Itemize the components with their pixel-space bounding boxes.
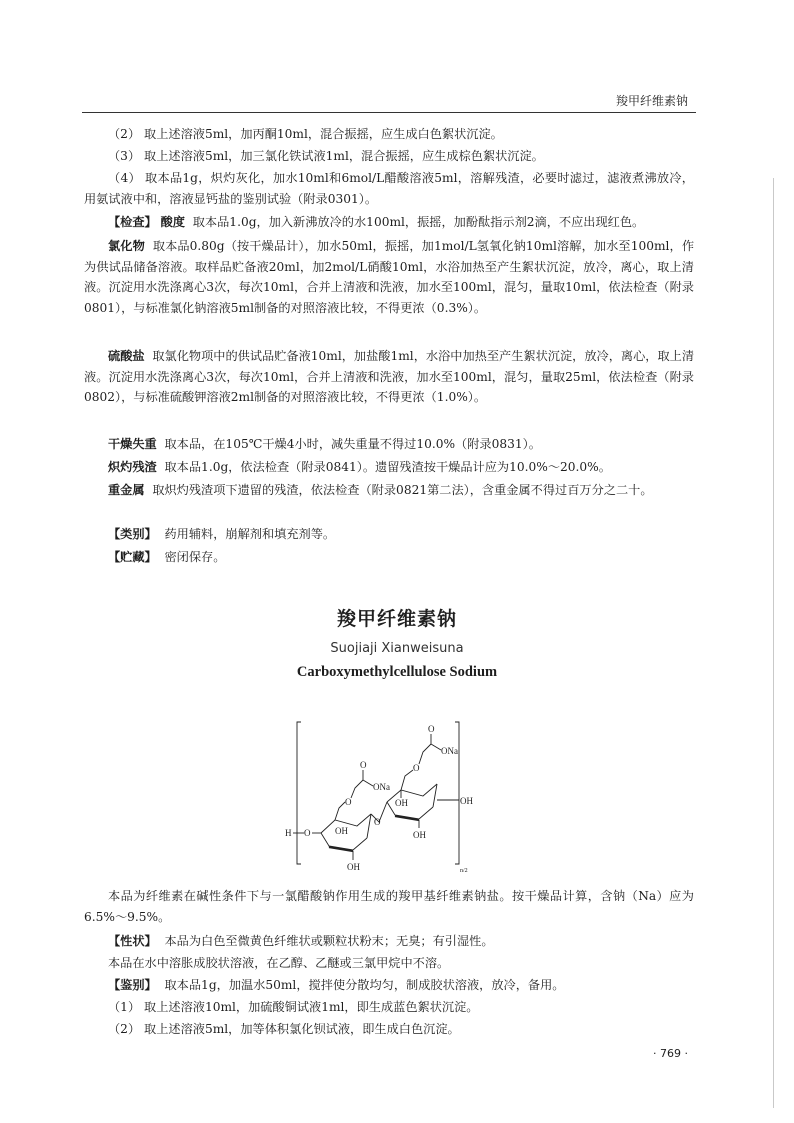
loss-on-drying-term: 干燥失重 bbox=[108, 437, 157, 451]
heavy-metals-paragraph bbox=[84, 480, 694, 501]
identification-heading: 【鉴别】 bbox=[108, 978, 157, 992]
structure-h: H bbox=[285, 828, 292, 838]
residue-on-ignition-term: 炽灼残渣 bbox=[108, 460, 157, 474]
storage-text: 密闭保存。 bbox=[164, 550, 226, 564]
category-text: 药用辅料，崩解剂和填充剂等。 bbox=[164, 527, 336, 541]
sulfate-term: 硫酸盐 bbox=[108, 349, 145, 363]
residue-on-ignition-text: 取本品1.0g，依法检查（附录0841）。遗留残渣按干燥品计应为10.0%～20.0%。 bbox=[164, 460, 611, 474]
identification-item-3: （3） 取上述溶液5ml，加三氯化铁试液1ml，混合振摇，应生成棕色絮状沉淀。 bbox=[108, 149, 544, 163]
acidity-term: 酸度 bbox=[160, 215, 185, 229]
structure-ona-right: ONa bbox=[441, 746, 458, 756]
structure-oh-terminal: OH bbox=[460, 796, 473, 806]
structure-subscript: n/2 bbox=[460, 868, 468, 874]
check-heading: 【检查】 bbox=[108, 215, 157, 229]
sulfate-text: 取氯化物项中的供试品贮备液10ml，加盐酸1ml，水浴中加热至产生絮状沉淀，放冷，离心，取上清液。沉淀用水洗涤离心3次，每次10ml，合并上清液和洗液，加水至100ml，混匀，量取25ml，依法检查（附录0802），与标准硫酸钾溶液2ml制备的对照溶液比较，不得更浓（1.0%）。 bbox=[84, 349, 695, 405]
running-header: 羧甲纤维素钠 bbox=[615, 94, 688, 108]
category-paragraph bbox=[84, 524, 694, 545]
monograph-title-pinyin: Suojiaji Xianweisuna bbox=[330, 641, 464, 656]
acidity-paragraph bbox=[84, 212, 694, 233]
chloride-text: 取本品0.80g（按干燥品计），加水50ml，振摇，加1mol/L氢氧化钠10ml溶解，加水至100ml，作为供试品储备溶液。取样品贮备液20ml，加2mol/L硝酸10ml，水浴加热至产生絮状沉淀，放冷，离心，取上清液。沉淀用水洗涤离心3次，每次10ml，合并上清液和洗液，加水至100ml，混匀，量取10ml，依法检查（附录0801），与标准氯化钠溶液5ml制备的对照溶液比较，不得更浓（0.3%）。 bbox=[84, 239, 694, 315]
structure-o-left: O bbox=[345, 797, 352, 807]
chloride-paragraph bbox=[84, 236, 694, 318]
monograph-title-english: Carboxymethylcellulose Sodium bbox=[296, 664, 498, 680]
acidity-text: 取本品1.0g，加入新沸放冷的水100ml，振摇，加酚酞指示剂2滴，不应出现红色。 bbox=[192, 215, 645, 229]
structure-carbonyl-o-left: O bbox=[360, 760, 367, 770]
loss-on-drying-paragraph bbox=[84, 434, 694, 455]
identification-test-2: （2） 取上述溶液5ml，加等体积氯化钡试液，即生成白色沉淀。 bbox=[108, 1022, 460, 1036]
storage-paragraph bbox=[84, 547, 694, 568]
characters-heading: 【性状】 bbox=[108, 934, 157, 948]
header-rule bbox=[82, 112, 696, 113]
identification-test-1: （1） 取上述溶液10ml，加硫酸铜试液1ml，即生成蓝色絮状沉淀。 bbox=[108, 1000, 479, 1014]
monograph-title-chinese: 羧甲纤维素钠 bbox=[336, 608, 457, 630]
structure-o-terminal: O bbox=[304, 828, 311, 838]
category-heading: 【类别】 bbox=[108, 527, 157, 541]
characters-paragraph bbox=[84, 931, 694, 952]
chloride-term: 氯化物 bbox=[108, 239, 145, 253]
structure-o-right: O bbox=[413, 763, 420, 773]
solubility-paragraph: 本品在水中溶胀成胶状溶液，在乙醇、乙醚或三氯甲烷中不溶。 bbox=[108, 956, 450, 970]
identification-paragraph bbox=[84, 975, 694, 996]
structural-formula bbox=[283, 718, 488, 876]
identification-text: 取本品1g，加温水50ml，搅拌使分散均匀，制成胶状溶液，放冷，备用。 bbox=[164, 978, 565, 992]
heavy-metals-term: 重金属 bbox=[108, 483, 145, 497]
structure-o-bridge: O bbox=[374, 817, 381, 827]
structure-oh-left-bottom: OH bbox=[347, 862, 360, 872]
structure-ona-left: ONa bbox=[373, 782, 390, 792]
loss-on-drying-text: 取本品，在105℃干燥4小时，减失重量不得过10.0%（附录0831）。 bbox=[164, 437, 541, 451]
sulfate-paragraph bbox=[84, 346, 694, 408]
page-number: · 769 · bbox=[653, 1047, 688, 1060]
structure-oh-left-ring: OH bbox=[335, 826, 348, 836]
identification-item-4: （4） 取本品1g，炽灼灰化，加水10ml和6mol/L醋酸溶液5ml，溶解残渣，必要时滤过，滤液煮沸放冷，用氨试液中和，溶液显钙盐的鉴别试验（附录0301）。 bbox=[84, 171, 694, 206]
characters-text: 本品为白色至微黄色纤维状或颗粒状粉末；无臭；有引湿性。 bbox=[164, 934, 494, 948]
structure-oh-right-ring: OH bbox=[395, 798, 408, 808]
heavy-metals-text: 取炽灼残渣项下遗留的残渣，依法检查（附录0821第二法），含重金属不得过百万分之二十。 bbox=[152, 483, 653, 497]
storage-heading: 【贮藏】 bbox=[108, 550, 157, 564]
definition-paragraph: 本品为纤维素在碱性条件下与一氯醋酸钠作用生成的羧甲基纤维素钠盐。按干燥品计算，含钠（Na）应为6.5%～9.5%。 bbox=[84, 889, 694, 924]
residue-on-ignition-paragraph bbox=[84, 457, 694, 478]
structure-oh-right-bottom: OH bbox=[413, 830, 426, 840]
structure-carbonyl-o-right: O bbox=[428, 724, 435, 734]
identification-item-2: （2） 取上述溶液5ml，加丙酮10ml，混合振摇，应生成白色絮状沉淀。 bbox=[108, 127, 503, 141]
